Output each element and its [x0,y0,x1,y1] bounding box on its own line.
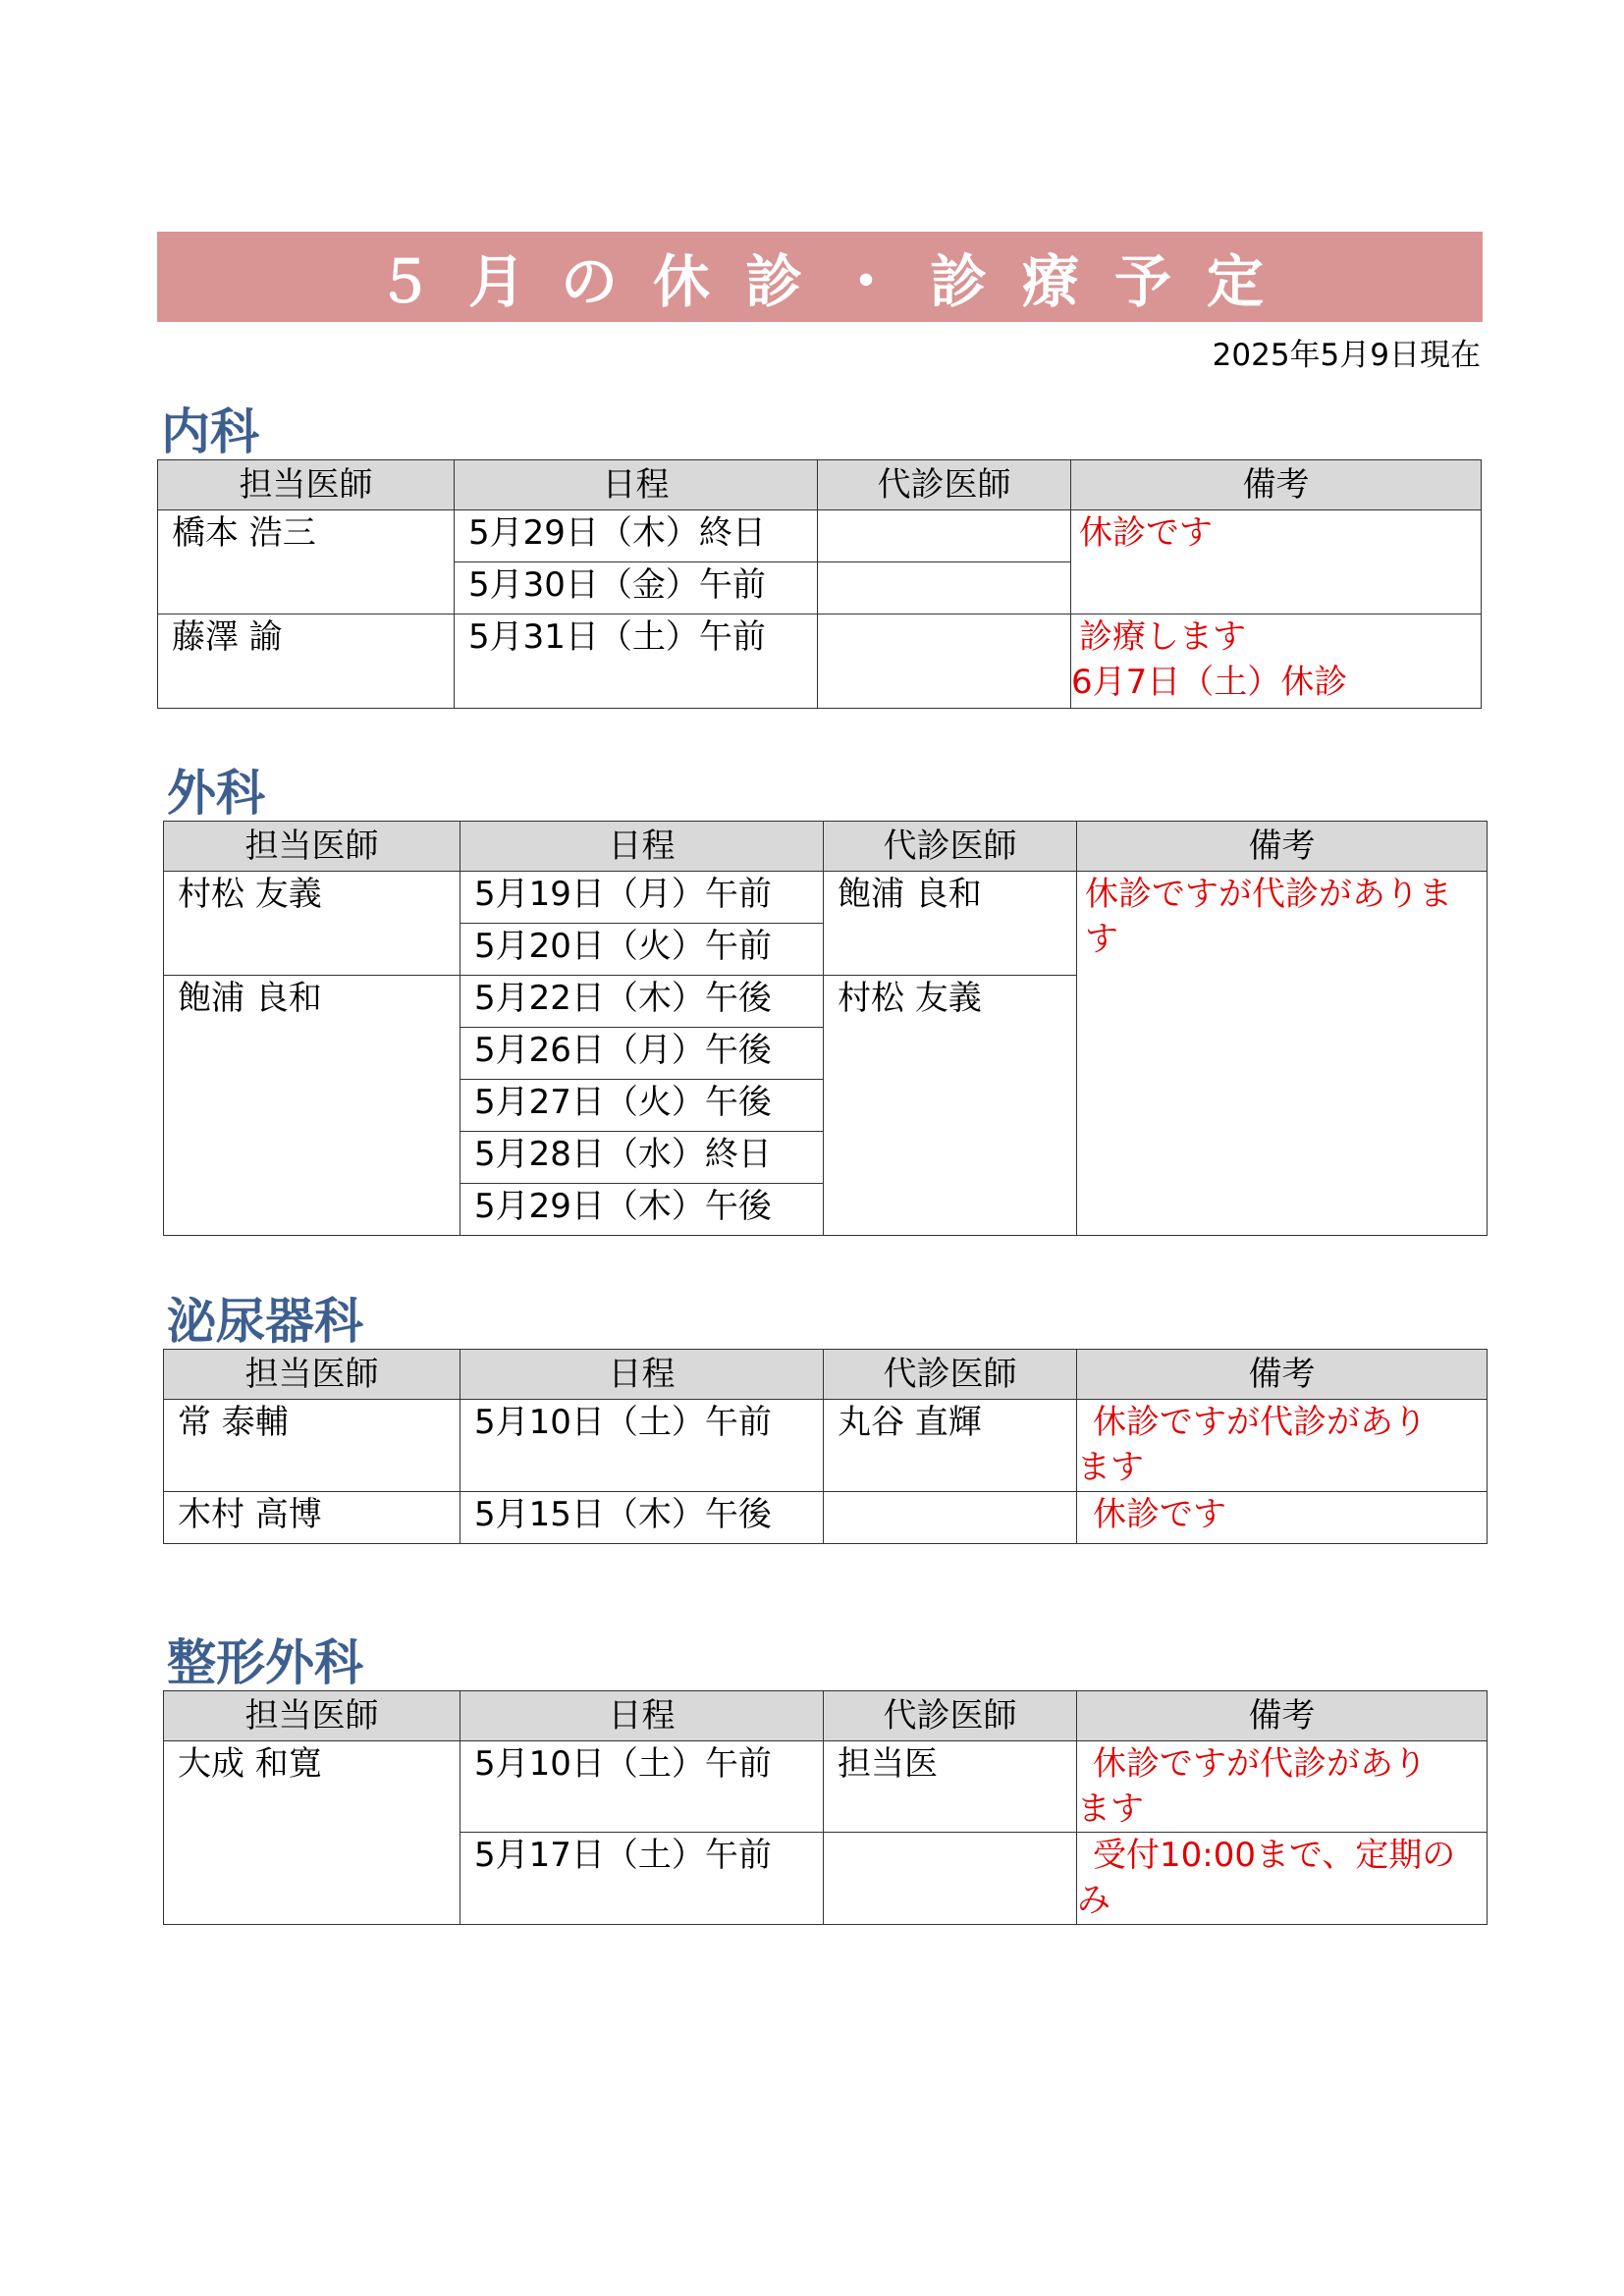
schedule-table [163,1349,1488,1544]
schedule-table [163,821,1488,1236]
remark-line: す [1085,920,1118,959]
schedule-table [157,459,1482,709]
table-row [164,1400,1488,1492]
as-of-date: 2025年5月9日現在 [1212,338,1481,373]
date-cell: 5月29日（木）午後 [460,1184,824,1236]
remark-line: ます [1077,1448,1144,1487]
remark-cell: 休診です [1071,510,1482,614]
col-remarks: 備考 [1077,822,1488,872]
substitute-cell [818,562,1071,614]
doctor-cell: 木村 高博 [164,1492,460,1544]
section-title: 内科 [161,403,259,460]
substitute-cell: 丸谷 直輝 [824,1400,1077,1492]
remark-cell [1071,614,1482,709]
remark-line: 6月7日（土）休診 [1071,663,1348,702]
remark-line: 診療します [1079,617,1246,657]
schedule-table [163,1690,1488,1925]
header-row [164,1350,1488,1400]
table-row [158,614,1482,709]
date-cell: 5月10日（土）午前 [460,1400,824,1492]
substitute-cell [824,1492,1077,1544]
date-cell: 5月31日（土）午前 [455,614,818,709]
remark-line: 休診ですが代診がありま [1085,875,1452,914]
section-title: 泌尿器科 [167,1293,363,1350]
section-title: 外科 [167,765,265,822]
remark-line: 休診ですが代診があり [1093,1403,1427,1442]
page-title: ５月の休診・診療予定 [375,248,1299,315]
remark-line: み [1077,1881,1110,1920]
col-schedule: 日程 [460,1691,824,1741]
col-substitute: 代診医師 [824,822,1077,872]
remark-line: 休診です [1093,1495,1226,1534]
title-banner [157,232,1483,322]
substitute-cell: 村松 友義 [824,976,1077,1236]
doctor-cell: 村松 友義 [164,872,460,976]
date-cell: 5月10日（土）午前 [460,1741,824,1833]
substitute-cell: 担当医 [824,1741,1077,1833]
substitute-cell [818,614,1071,709]
header-row [158,460,1482,510]
table-row [164,1741,1488,1833]
date-cell: 5月29日（木）終日 [455,510,818,562]
date-cell: 5月17日（土）午前 [460,1833,824,1925]
col-schedule: 日程 [460,822,824,872]
doctor-cell: 藤澤 諭 [158,614,455,709]
col-remarks: 備考 [1071,460,1482,510]
remark-cell [1077,872,1488,1236]
remark-cell [1077,1741,1488,1833]
section-seikei [163,1635,1488,1925]
date-cell: 5月27日（火）午後 [460,1080,824,1132]
col-schedule: 日程 [455,460,818,510]
section-hinyokika [163,1294,1488,1544]
date-cell: 5月22日（木）午後 [460,976,824,1028]
col-doctor: 担当医師 [164,822,460,872]
col-doctor: 担当医師 [164,1350,460,1400]
date-cell: 5月19日（月）午前 [460,872,824,924]
col-remarks: 備考 [1077,1691,1488,1741]
col-remarks: 備考 [1077,1350,1488,1400]
section-geka [163,766,1488,1236]
section-naika [157,404,1482,709]
substitute-cell [818,510,1071,562]
header-row [164,822,1488,872]
table-row [164,872,1488,924]
date-cell: 5月28日（水）終日 [460,1132,824,1184]
table-row [164,1492,1488,1544]
doctor-cell: 橋本 浩三 [158,510,455,614]
col-schedule: 日程 [460,1350,824,1400]
doctor-cell: 大成 和寛 [164,1741,460,1925]
remark-cell [1077,1492,1488,1544]
col-substitute: 代診医師 [824,1691,1077,1741]
date-cell: 5月15日（木）午後 [460,1492,824,1544]
doctor-cell: 飽浦 良和 [164,976,460,1236]
date-cell: 5月26日（月）午後 [460,1028,824,1080]
substitute-cell [824,1833,1077,1925]
table-row [158,510,1482,562]
section-title: 整形外科 [167,1634,363,1691]
doctor-cell: 常 泰輔 [164,1400,460,1492]
header-row [164,1691,1488,1741]
date-cell: 5月30日（金）午前 [455,562,818,614]
remark-line: 受付10:00まで、定期の [1093,1836,1456,1875]
remark-line: ます [1077,1789,1144,1829]
col-doctor: 担当医師 [164,1691,460,1741]
remark-line: 休診ですが代診があり [1093,1744,1427,1784]
date-cell: 5月20日（火）午前 [460,924,824,976]
col-doctor: 担当医師 [158,460,455,510]
col-substitute: 代診医師 [818,460,1071,510]
remark-cell [1077,1833,1488,1925]
col-substitute: 代診医師 [824,1350,1077,1400]
substitute-cell: 飽浦 良和 [824,872,1077,976]
remark-cell [1077,1400,1488,1492]
